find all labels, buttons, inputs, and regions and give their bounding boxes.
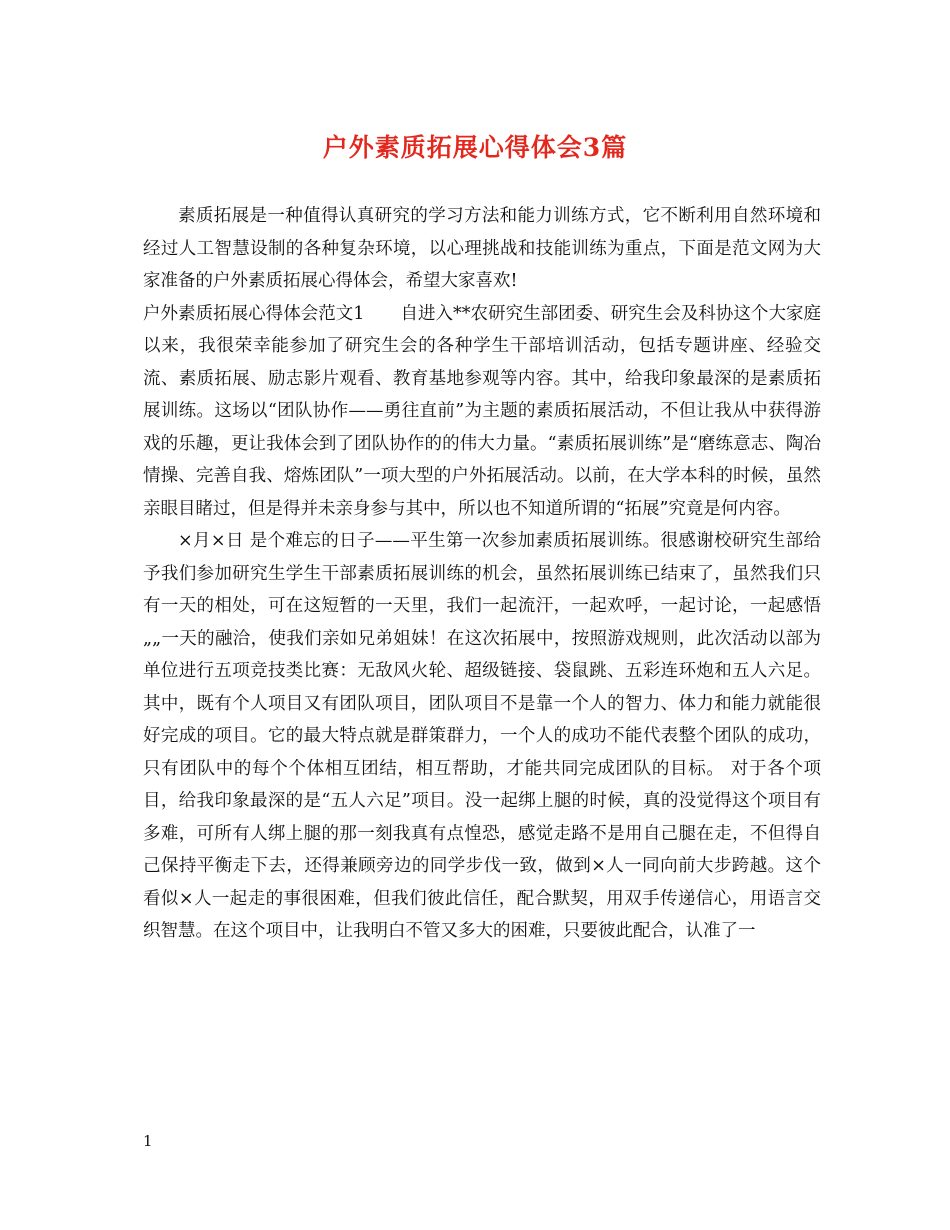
page-number: 1	[143, 1132, 153, 1150]
document-body	[143, 200, 821, 948]
section-paragraph	[143, 298, 821, 526]
paragraph-1: 自进入**农研究生部团委、研究生会及科协这个大家庭以来，我很荣幸能参加了研究生会的各种学生干部培训活动，包括专题讲座、经验交流、素质拓展、励志影片观看、教育基地参观等内容。其中，给我印象最深的是素质拓展训练。这场以“团队协作——勇往直前”为主题的素质拓展活动，不但让我从中获得游戏的乐趣，更让我体会到了团队协作的的伟大力量。“素质拓展训练”是“磨练意志、陶冶情操、完善自我、熔炼团队”一项大型的户外拓展活动。以前，在大学本科的时候，虽然亲眼目睹过，但是得并未亲身参与其中，所以也不知道所谓的“拓展”究竟是何内容。	[143, 303, 821, 519]
paragraph-2: ×月×日 是个难忘的日子——平生第一次参加素质拓展训练。很感谢校研究生部给予我们参加研究生学生干部素质拓展训练的机会，虽然拓展训练已结束了，虽然我们只有一天的相处，可在这短暂的一天里，我们一起流汗，一起欢呼，一起讨论，一起感悟„„一天的融洽，使我们亲如兄弟姐妹！在这次拓展中，按照游戏规则，此次活动以部为单位进行五项竞技类比赛：无敌风火轮、超级链接、袋鼠跳、五彩连环炮和五人六足。其中，既有个人项目又有团队项目，团队项目不是靠一个人的智力、体力和能力就能很好完成的项目。它的最大特点就是群策群力，一个人的成功不能代表整个团队的成功，只有团队中的每个个体相互团结，相互帮助，才能共同完成团队的目标。 对于各个项目，给我印象最深的是“五人六足”项目。没一起绑上腿的时候，真的没觉得这个项目有多难，可所有人绑上腿的那一刻我真有点惶恐，感觉走路不是用自己腿在走，不但得自己保持平衡走下去，还得兼顾旁边的同学步伐一致，做到×人一同向前大步跨越。这个看似×人一起走的事很困难，但我们彼此信任，配合默契，用双手传递信心，用语言交织智慧。在这个项目中，让我明白不管又多大的困难，只要彼此配合，认准了一	[143, 531, 821, 941]
section-heading: 户外素质拓展心得体会范文1	[143, 303, 365, 324]
document-title: 户外素质拓展心得体会3篇	[322, 133, 628, 162]
intro-paragraph: 素质拓展是一种值得认真研究的学习方法和能力训练方式，它不断利用自然环境和经过人工智慧设制的各种复杂环境，以心理挑战和技能训练为重点，下面是范文网为大家准备的户外素质拓展心得体会，希望大家喜欢!	[143, 206, 821, 291]
